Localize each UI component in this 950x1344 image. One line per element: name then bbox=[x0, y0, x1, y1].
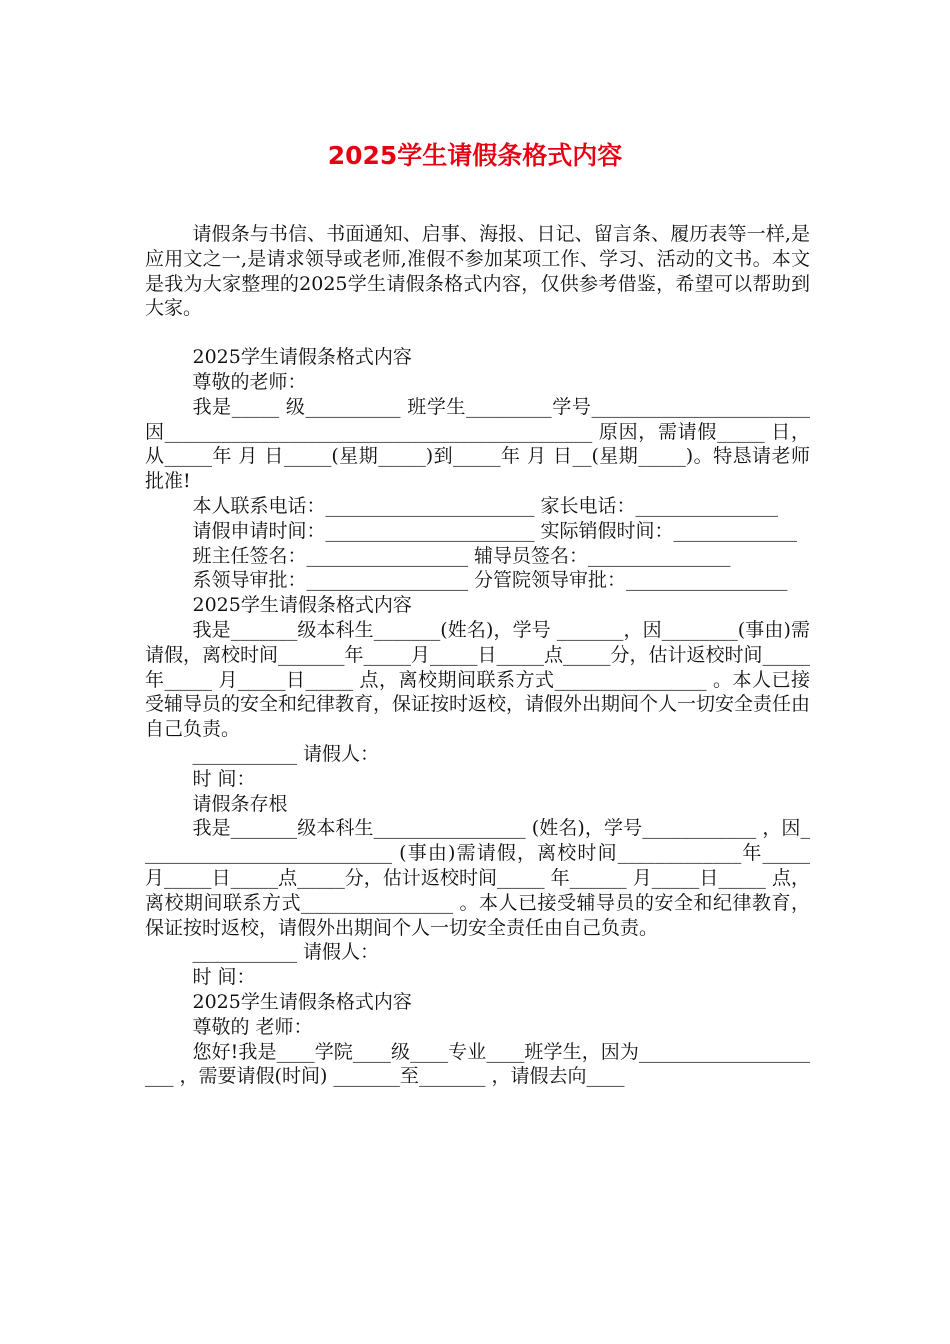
section2-body: 我是_______级本科生_______(姓名)，学号 _______，因________(事由)需请假，离校时间_______年_____月_____日_____点_____分，估计返校时间_____ 年_____ 月_____日_____ 点，离校期间联系方式________________ 。本人已接受辅导员的安全和纪律教育，保证按时返校，请假外出期间个人一切安全责任由自己负责。 bbox=[145, 618, 817, 741]
section2-time: 时 间： bbox=[192, 767, 256, 790]
section2-signer: ___________ 请假人： bbox=[192, 742, 380, 765]
document-body bbox=[145, 222, 817, 1089]
section3-signer: ___________ 请假人： bbox=[192, 941, 380, 964]
section1-salutation: 尊敬的老师： bbox=[192, 370, 307, 393]
section4-heading: 2025学生请假条格式内容 bbox=[192, 990, 412, 1013]
section4-body: 您好!我是____学院____级____专业____班学生，因为_____________________ ，需要请假(时间) _______至_______ ，请假去向____ bbox=[145, 1040, 810, 1088]
intro-paragraph: 请假条与书信、书面通知、启事、海报、日记、留言条、履历表等一样,是应用文之一,是请求领导或老师,准假不参加某项工作、学习、活动的文书。本文是我为大家整理的2025学生请假条格式内容，仅供参考借鉴，希望可以帮助到大家。 bbox=[145, 223, 810, 320]
section3-heading: 请假条存根 bbox=[192, 792, 288, 815]
section1-heading: 2025学生请假条格式内容 bbox=[192, 346, 412, 369]
section1-dept-approval: 系领导审批：_________________ 分管院领导审批：_________________ bbox=[192, 569, 788, 592]
section1-request-time: 请假申请时间：______________________ 实际销假时间：_____________ bbox=[192, 519, 798, 542]
section1-contact: 本人联系电话：______________________ 家长电话：_______________ bbox=[192, 494, 779, 517]
section3-time: 时 间： bbox=[192, 966, 256, 989]
section2-heading: 2025学生请假条格式内容 bbox=[192, 594, 412, 617]
section3-body: 我是_______级本科生________________ (姓名)，学号____________ ，因___________________________ (事由)需请假，离校时间_____________年_____月_____日_____点_____分，估计返校时间_____ 年______ 月_____日_____ 点，离校期间联系方式________________ 。本人已接受辅导员的安全和纪律教育，保证按时返校，请假外出期间个人一切安全责任由自己负责。 bbox=[145, 817, 810, 939]
section4-salutation: 尊敬的 老师： bbox=[192, 1015, 313, 1038]
section1-head-teacher: 班主任签名：_________________ 辅导员签名：_______________ bbox=[192, 544, 731, 567]
document-title: 2025学生请假条格式内容 bbox=[327, 141, 623, 170]
section1-body: 我是_____ 级__________ 班学生_________学号_______________________因_____________________________________________ 原因，需请假_____ 日，从_____年 月 日_____(星期_____)到_____年 月 日__(星期_____)。特恳请老师批准! bbox=[145, 395, 810, 493]
paragraph-gap bbox=[145, 321, 810, 345]
